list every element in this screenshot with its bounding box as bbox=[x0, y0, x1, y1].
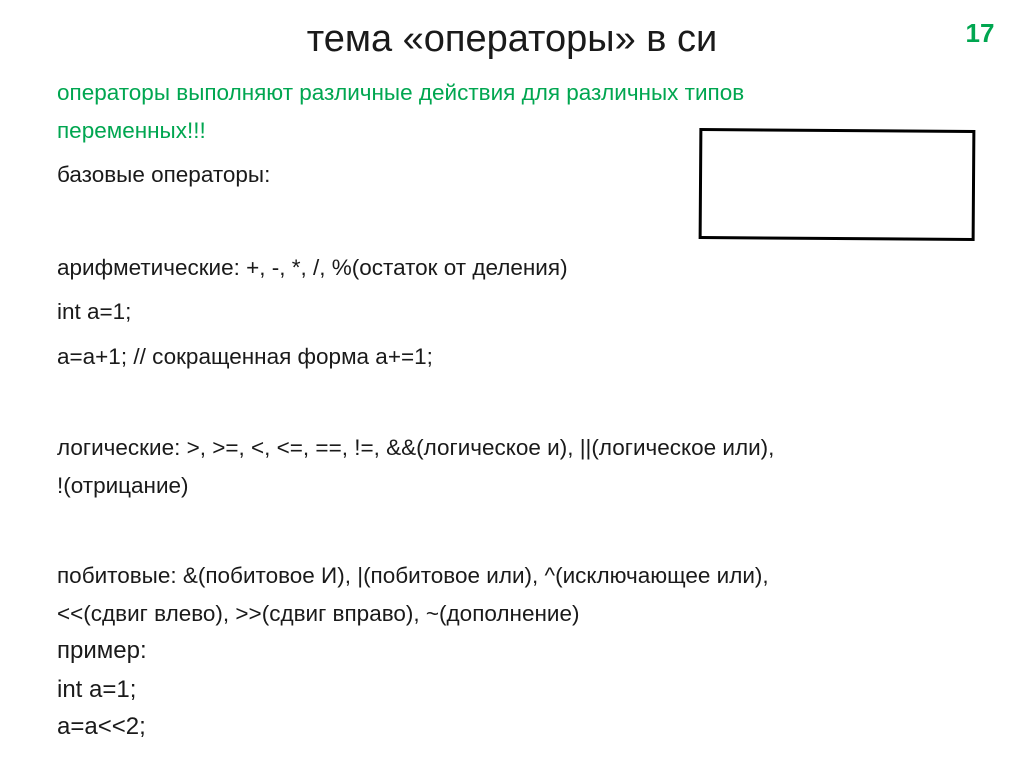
basic-operators-heading: базовые операторы: bbox=[57, 162, 271, 187]
bitwise-line-2: <<(сдвиг влево), >>(сдвиг вправо), ~(дополнение) bbox=[57, 601, 580, 626]
arithmetic-line: арифметические: +, -, *, /, %(остаток от деления) bbox=[57, 255, 568, 280]
logical-line-1: логические: >, >=, <, <=, ==, !=, &&(логическое и), ||(логическое или), bbox=[57, 435, 775, 460]
bitwise-line-1: побитовые: &(побитовое И), |(побитовое или), ^(исключающее или), bbox=[57, 563, 769, 588]
example-code-2: a=a<<2; bbox=[57, 713, 146, 740]
empty-box bbox=[699, 128, 976, 241]
code-line-increment: a=a+1; // сокращенная форма a+=1; bbox=[57, 344, 433, 369]
example-heading: пример: bbox=[57, 637, 147, 664]
intro-line-1: операторы выполняют различные действия для различных типов bbox=[57, 80, 745, 105]
intro-line-2: переменных!!! bbox=[57, 118, 206, 143]
example-code-1: int a=1; bbox=[57, 676, 137, 703]
page-number: 17 bbox=[965, 18, 995, 48]
code-line-int: int a=1; bbox=[57, 299, 132, 324]
slide-title: тема «операторы» в си bbox=[306, 18, 718, 60]
logical-line-2: !(отрицание) bbox=[57, 473, 189, 498]
